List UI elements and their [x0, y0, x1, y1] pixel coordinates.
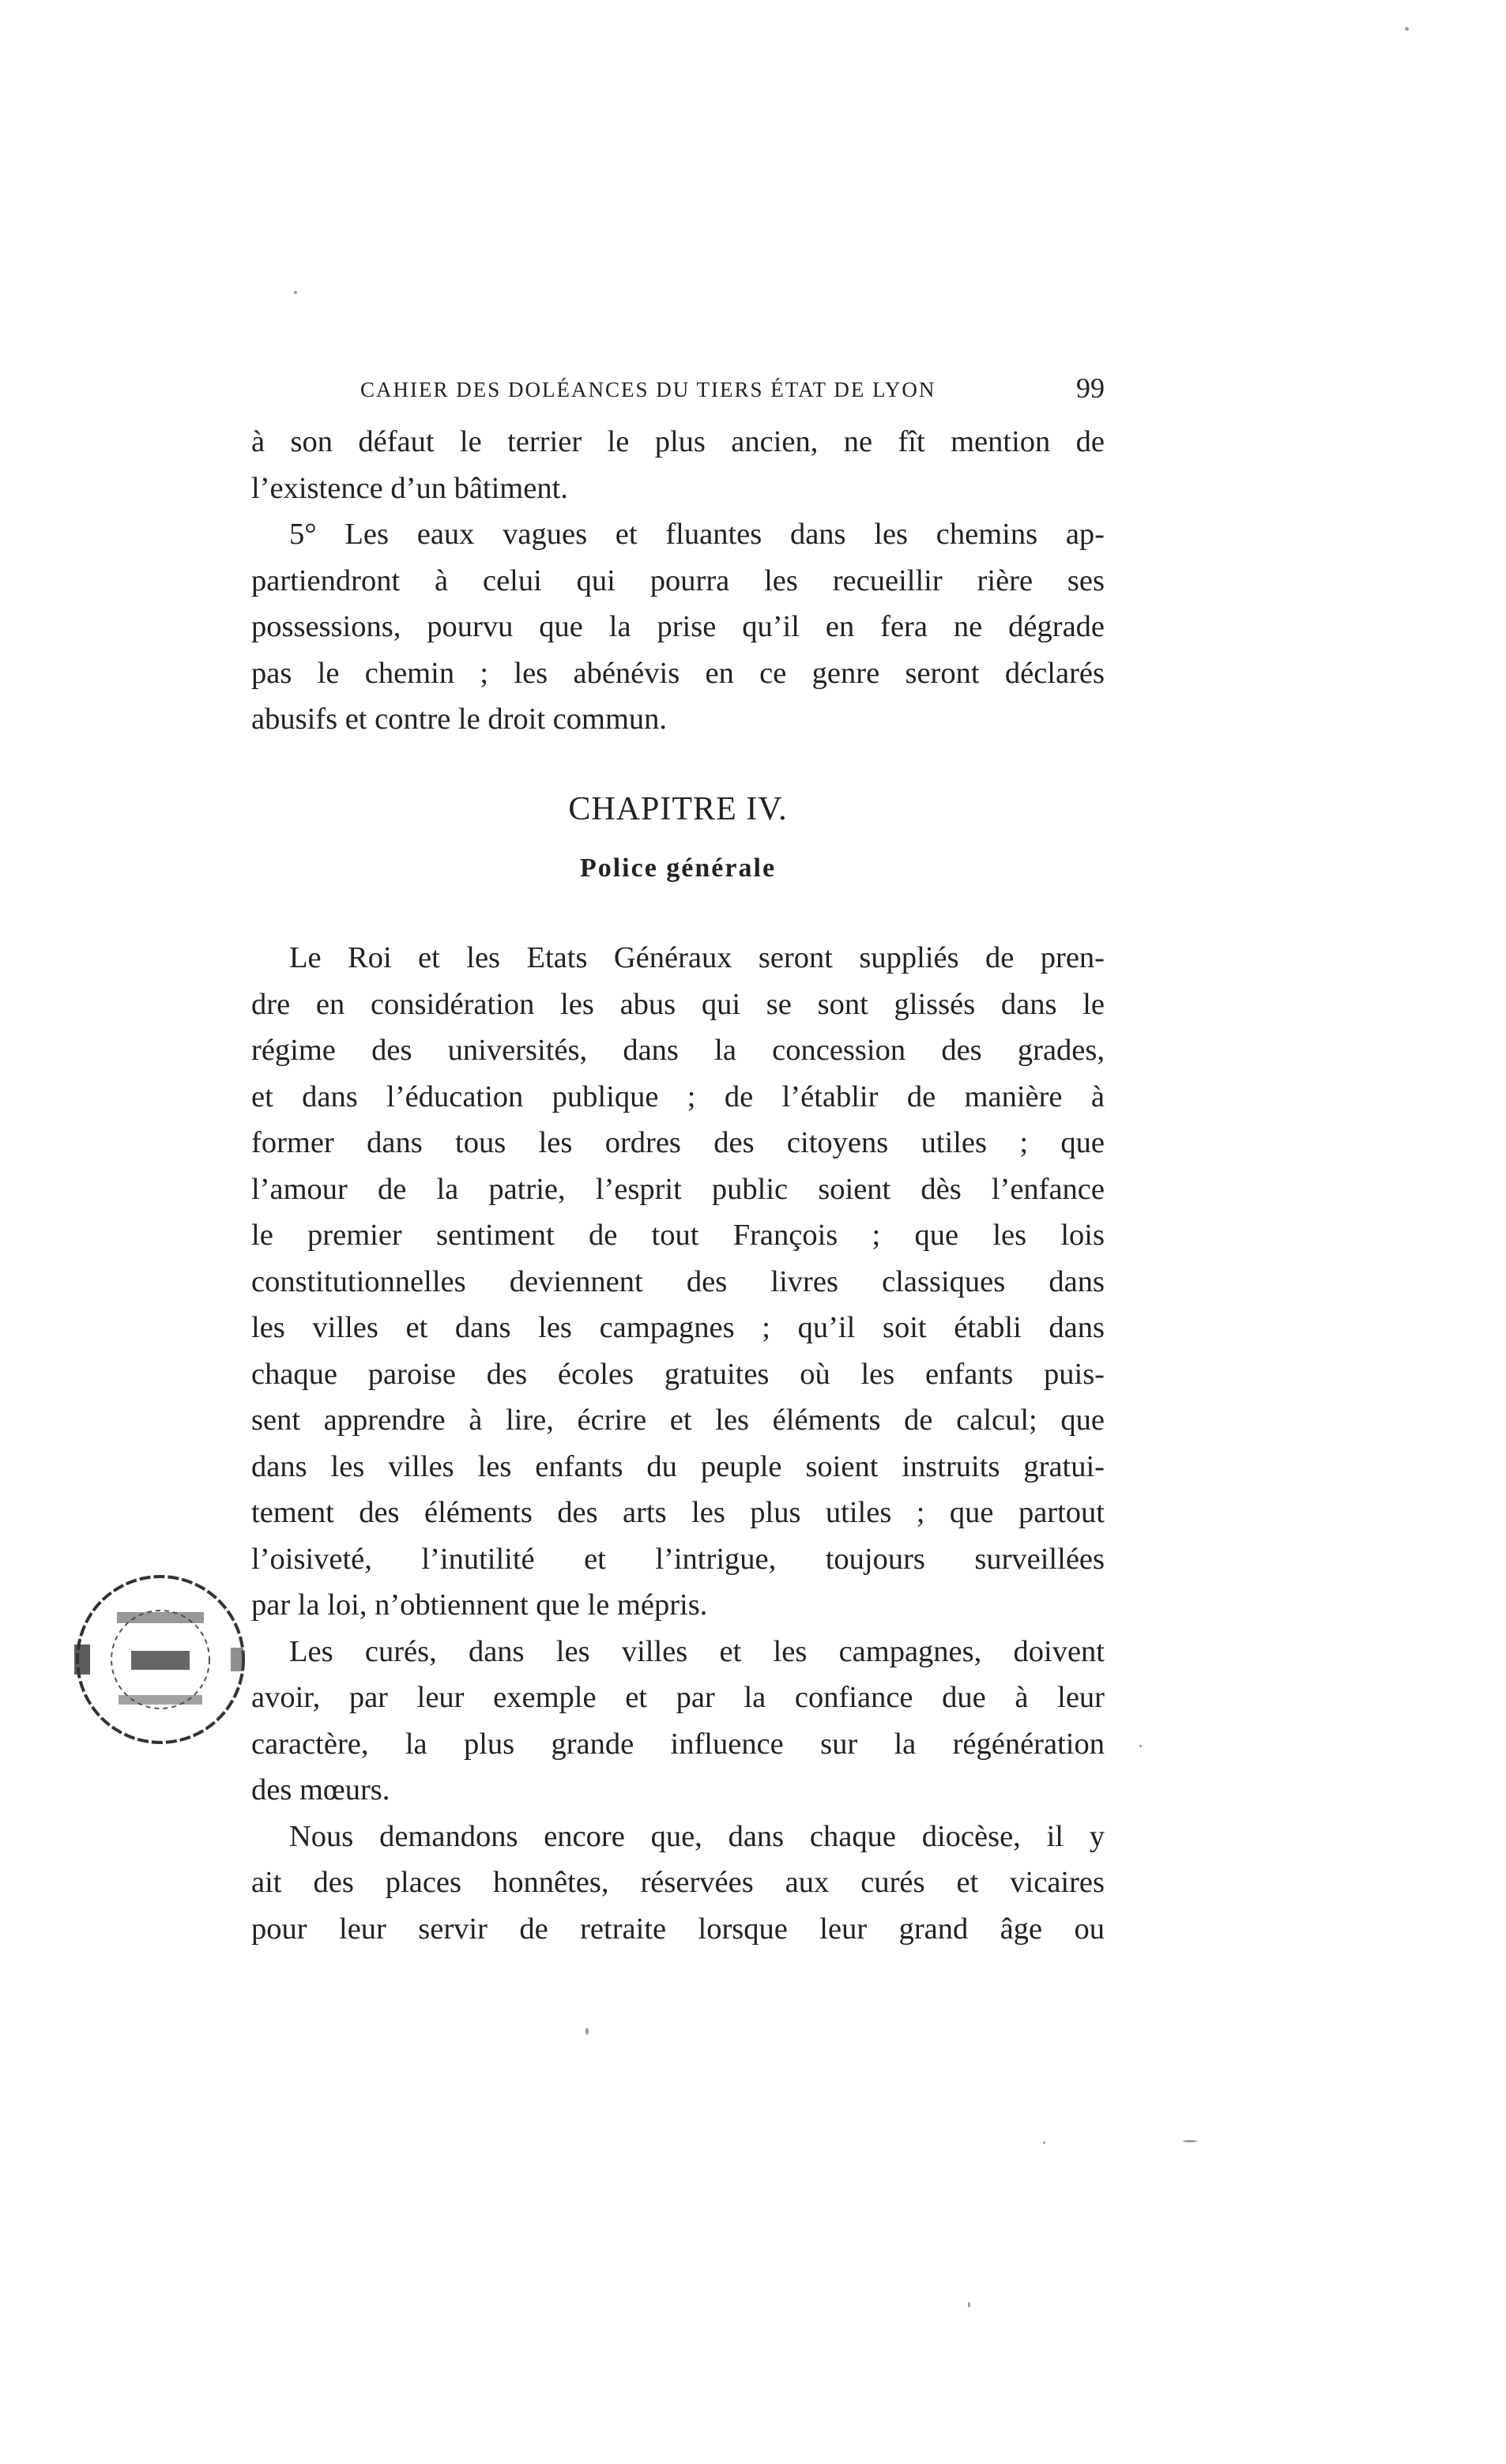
stamp-mark	[117, 1612, 204, 1623]
text-line: former dans tous les ordres des citoyens utiles ; que	[251, 1126, 1105, 1159]
text-line: pour leur servir de retraite lorsque leur grand âge ou	[251, 1912, 1105, 1946]
text-line: partiendront à celui qui pourra les recueillir rière ses	[251, 563, 1105, 597]
text-line: constitutionnelles deviennent des livres classiques dans	[251, 1264, 1105, 1298]
text-line: Les curés, dans les villes et les campagnes, doivent	[289, 1634, 1105, 1668]
text-line: dre en considération les abus qui se sont glissés dans le	[251, 987, 1105, 1021]
text-line: 5° Les eaux vagues et fluantes dans les chemins ap-	[289, 518, 1105, 551]
text-line: chaque paroise des écoles gratuites où les enfants puis-	[251, 1357, 1105, 1391]
running-title: CAHIER DES DOLÉANCES DU TIERS ÉTAT DE LYON	[360, 378, 936, 401]
text-line: avoir, par leur exemple et par la confiance due à leur	[251, 1681, 1105, 1714]
stamp-mark	[119, 1695, 202, 1705]
text-line: des mœurs.	[251, 1773, 390, 1807]
scan-speck	[968, 2302, 970, 2308]
text-line: dans les villes les enfants du peuple soient instruits gratui-	[251, 1449, 1105, 1483]
text-line: par la loi, n’obtiennent que le mépris.	[251, 1588, 708, 1622]
text-line: ait des places honnêtes, réservées aux curés et vicaires	[251, 1866, 1105, 1899]
text-line: et dans l’éducation publique ; de l’établir de manière à	[251, 1079, 1105, 1113]
text-line: Le Roi et les Etats Généraux seront suppliés de pren-	[289, 941, 1105, 974]
stamp-mark	[74, 1645, 90, 1675]
body-text	[251, 935, 1105, 1952]
library-stamp	[70, 1569, 251, 1750]
section-title: Police générale	[579, 853, 777, 883]
scan-speck	[1139, 1745, 1142, 1747]
text-line: l’oisiveté, l’inutilité et l’intrigue, toujours surveillées	[251, 1542, 1105, 1576]
text-line: régime des universités, dans la concession des grades,	[251, 1034, 1105, 1067]
chapter-title: CHAPITRE IV.	[568, 791, 788, 827]
text-line: possessions, pourvu que la prise qu’il en fera ne dégrade	[251, 610, 1105, 643]
scan-speck	[1405, 27, 1409, 31]
stamp-mark	[131, 1651, 190, 1670]
text-line: Nous demandons encore que, dans chaque diocèse, il y	[289, 1819, 1105, 1853]
text-line: l’existence d’un bâtiment.	[251, 471, 568, 505]
scan-speck	[585, 2028, 589, 2035]
text-line: abusifs et contre le droit commun.	[251, 703, 668, 736]
scan-speck	[1183, 2140, 1197, 2142]
text-line: l’amour de la patrie, l’esprit public soient dès l’enfance	[251, 1172, 1105, 1206]
page-number: 99	[1076, 372, 1105, 404]
text-line: tement des éléments des arts les plus utiles ; que partout	[251, 1496, 1105, 1529]
running-head	[251, 371, 1105, 411]
text-line: sent apprendre à lire, écrire et les éléments de calcul; que	[251, 1403, 1105, 1437]
scan-speck	[294, 291, 297, 294]
text-line: pas le chemin ; les abénévis en ce genre seront déclarés	[251, 656, 1105, 690]
scan-speck	[1043, 2142, 1045, 2144]
paragraph-continuation	[251, 419, 1105, 743]
text-line: les villes et dans les campagnes ; qu’il soit établi dans	[251, 1311, 1105, 1344]
text-line: caractère, la plus grande influence sur la régénération	[251, 1727, 1105, 1761]
text-line: à son défaut le terrier le plus ancien, ne fît mention de	[251, 425, 1105, 458]
text-line: le premier sentiment de tout François ; que les lois	[251, 1219, 1105, 1252]
stamp-mark	[231, 1648, 243, 1671]
